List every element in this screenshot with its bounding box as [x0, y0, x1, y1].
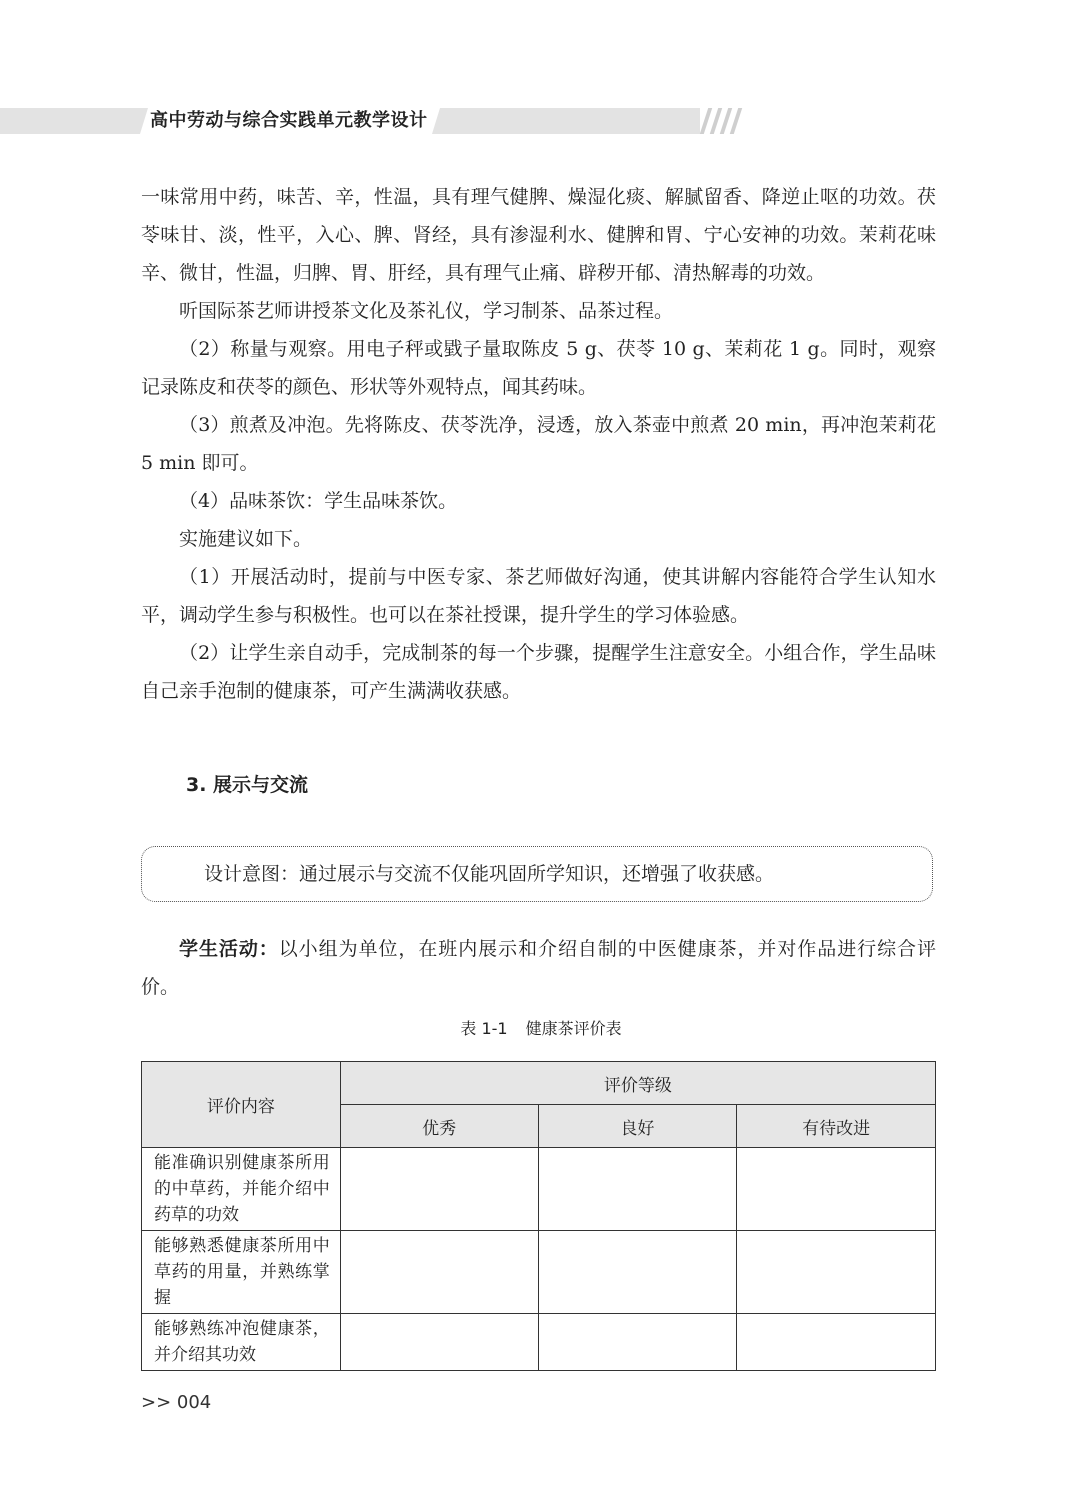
- paragraph: （2）让学生亲自动手，完成制茶的每一个步骤，提醒学生注意安全。小组合作，学生品味自己亲手泡制的健康茶，可产生满满收获感。: [141, 642, 936, 702]
- paragraph: （1）开展活动时，提前与中医专家、茶艺师做好沟通，使其讲解内容能符合学生认知水平，调动学生参与积极性。也可以在茶社授课，提升学生的学习体验感。: [141, 566, 936, 626]
- paragraph: （2）称量与观察。用电子秤或戥子量取陈皮 5 g、茯苓 10 g、茉莉花 1 g。同时，观察记录陈皮和茯苓的颜色、形状等外观特点，闻其药味。: [141, 338, 936, 398]
- student-activity: [141, 930, 936, 1006]
- table-caption: [0, 1016, 1082, 1042]
- header-grade-needs-improvement: 有待改进: [737, 1105, 936, 1148]
- header-evaluation-grade: 评价等级: [340, 1062, 935, 1105]
- student-activity-text: 以小组为单位，在班内展示和介绍自制的中医健康茶，并对作品进行综合评价。: [141, 938, 936, 998]
- paragraph: 实施建议如下。: [179, 528, 313, 550]
- table-row: [142, 1148, 936, 1231]
- running-header-title: 高中劳动与综合实践单元教学设计: [150, 110, 428, 131]
- body-text: [141, 178, 936, 710]
- paragraph: 听国际茶艺师讲授茶文化及茶礼仪，学习制茶、品茶过程。: [179, 300, 674, 322]
- table-cell: [340, 1148, 538, 1231]
- header-grade-good: 良好: [538, 1105, 737, 1148]
- header-evaluation-content: 评价内容: [142, 1062, 341, 1148]
- header-slash-decoration: [700, 108, 744, 134]
- table-cell: [737, 1148, 936, 1231]
- table-row: [142, 1314, 936, 1371]
- table-cell: [538, 1148, 737, 1231]
- design-intent-text: 设计意图：通过展示与交流不仅能巩固所学知识，还增强了收获感。: [204, 863, 775, 885]
- paragraph: （4）品味茶饮：学生品味茶饮。: [179, 490, 458, 512]
- table-cell: [737, 1314, 936, 1371]
- header-grade-excellent: 优秀: [340, 1105, 538, 1148]
- table-cell: [340, 1231, 538, 1314]
- section-heading: 3. 展示与交流: [186, 774, 309, 796]
- paragraph: （3）煎煮及冲泡。先将陈皮、茯苓洗净，浸透，放入茶壶中煎煮 20 min，再冲泡茉莉花 5 min 即可。: [141, 414, 936, 474]
- paragraph: 一味常用中药，味苦、辛，性温，具有理气健脾、燥湿化痰、解腻留香、降逆止呕的功效。茯苓味甘、淡，性平，入心、脾、肾经，具有渗湿利水、健脾和胃、宁心安神的功效。茉莉花味辛、微甘，性温，归脾、胃、肝经，具有理气止痛、辟秽开郁、清热解毒的功效。: [141, 186, 936, 284]
- page-number: >> 004: [141, 1392, 212, 1413]
- table-caption-title: 健康茶评价表: [525, 1019, 622, 1038]
- evaluation-item: 能够熟悉健康茶所用中草药的用量，并熟练掌握: [142, 1231, 341, 1314]
- evaluation-item: 能准确识别健康茶所用的中草药，并能介绍中药草的功效: [142, 1148, 341, 1231]
- table-cell: [538, 1314, 737, 1371]
- evaluation-table: [141, 1061, 936, 1371]
- table-row: [142, 1231, 936, 1314]
- table-caption-number: 表 1-1: [460, 1019, 508, 1038]
- design-intent-box: [141, 846, 933, 902]
- table-cell: [538, 1231, 737, 1314]
- evaluation-item: 能够熟练冲泡健康茶，并介绍其功效: [142, 1314, 341, 1371]
- student-activity-label: 学生活动：: [179, 938, 279, 960]
- table-cell: [737, 1231, 936, 1314]
- table-cell: [340, 1314, 538, 1371]
